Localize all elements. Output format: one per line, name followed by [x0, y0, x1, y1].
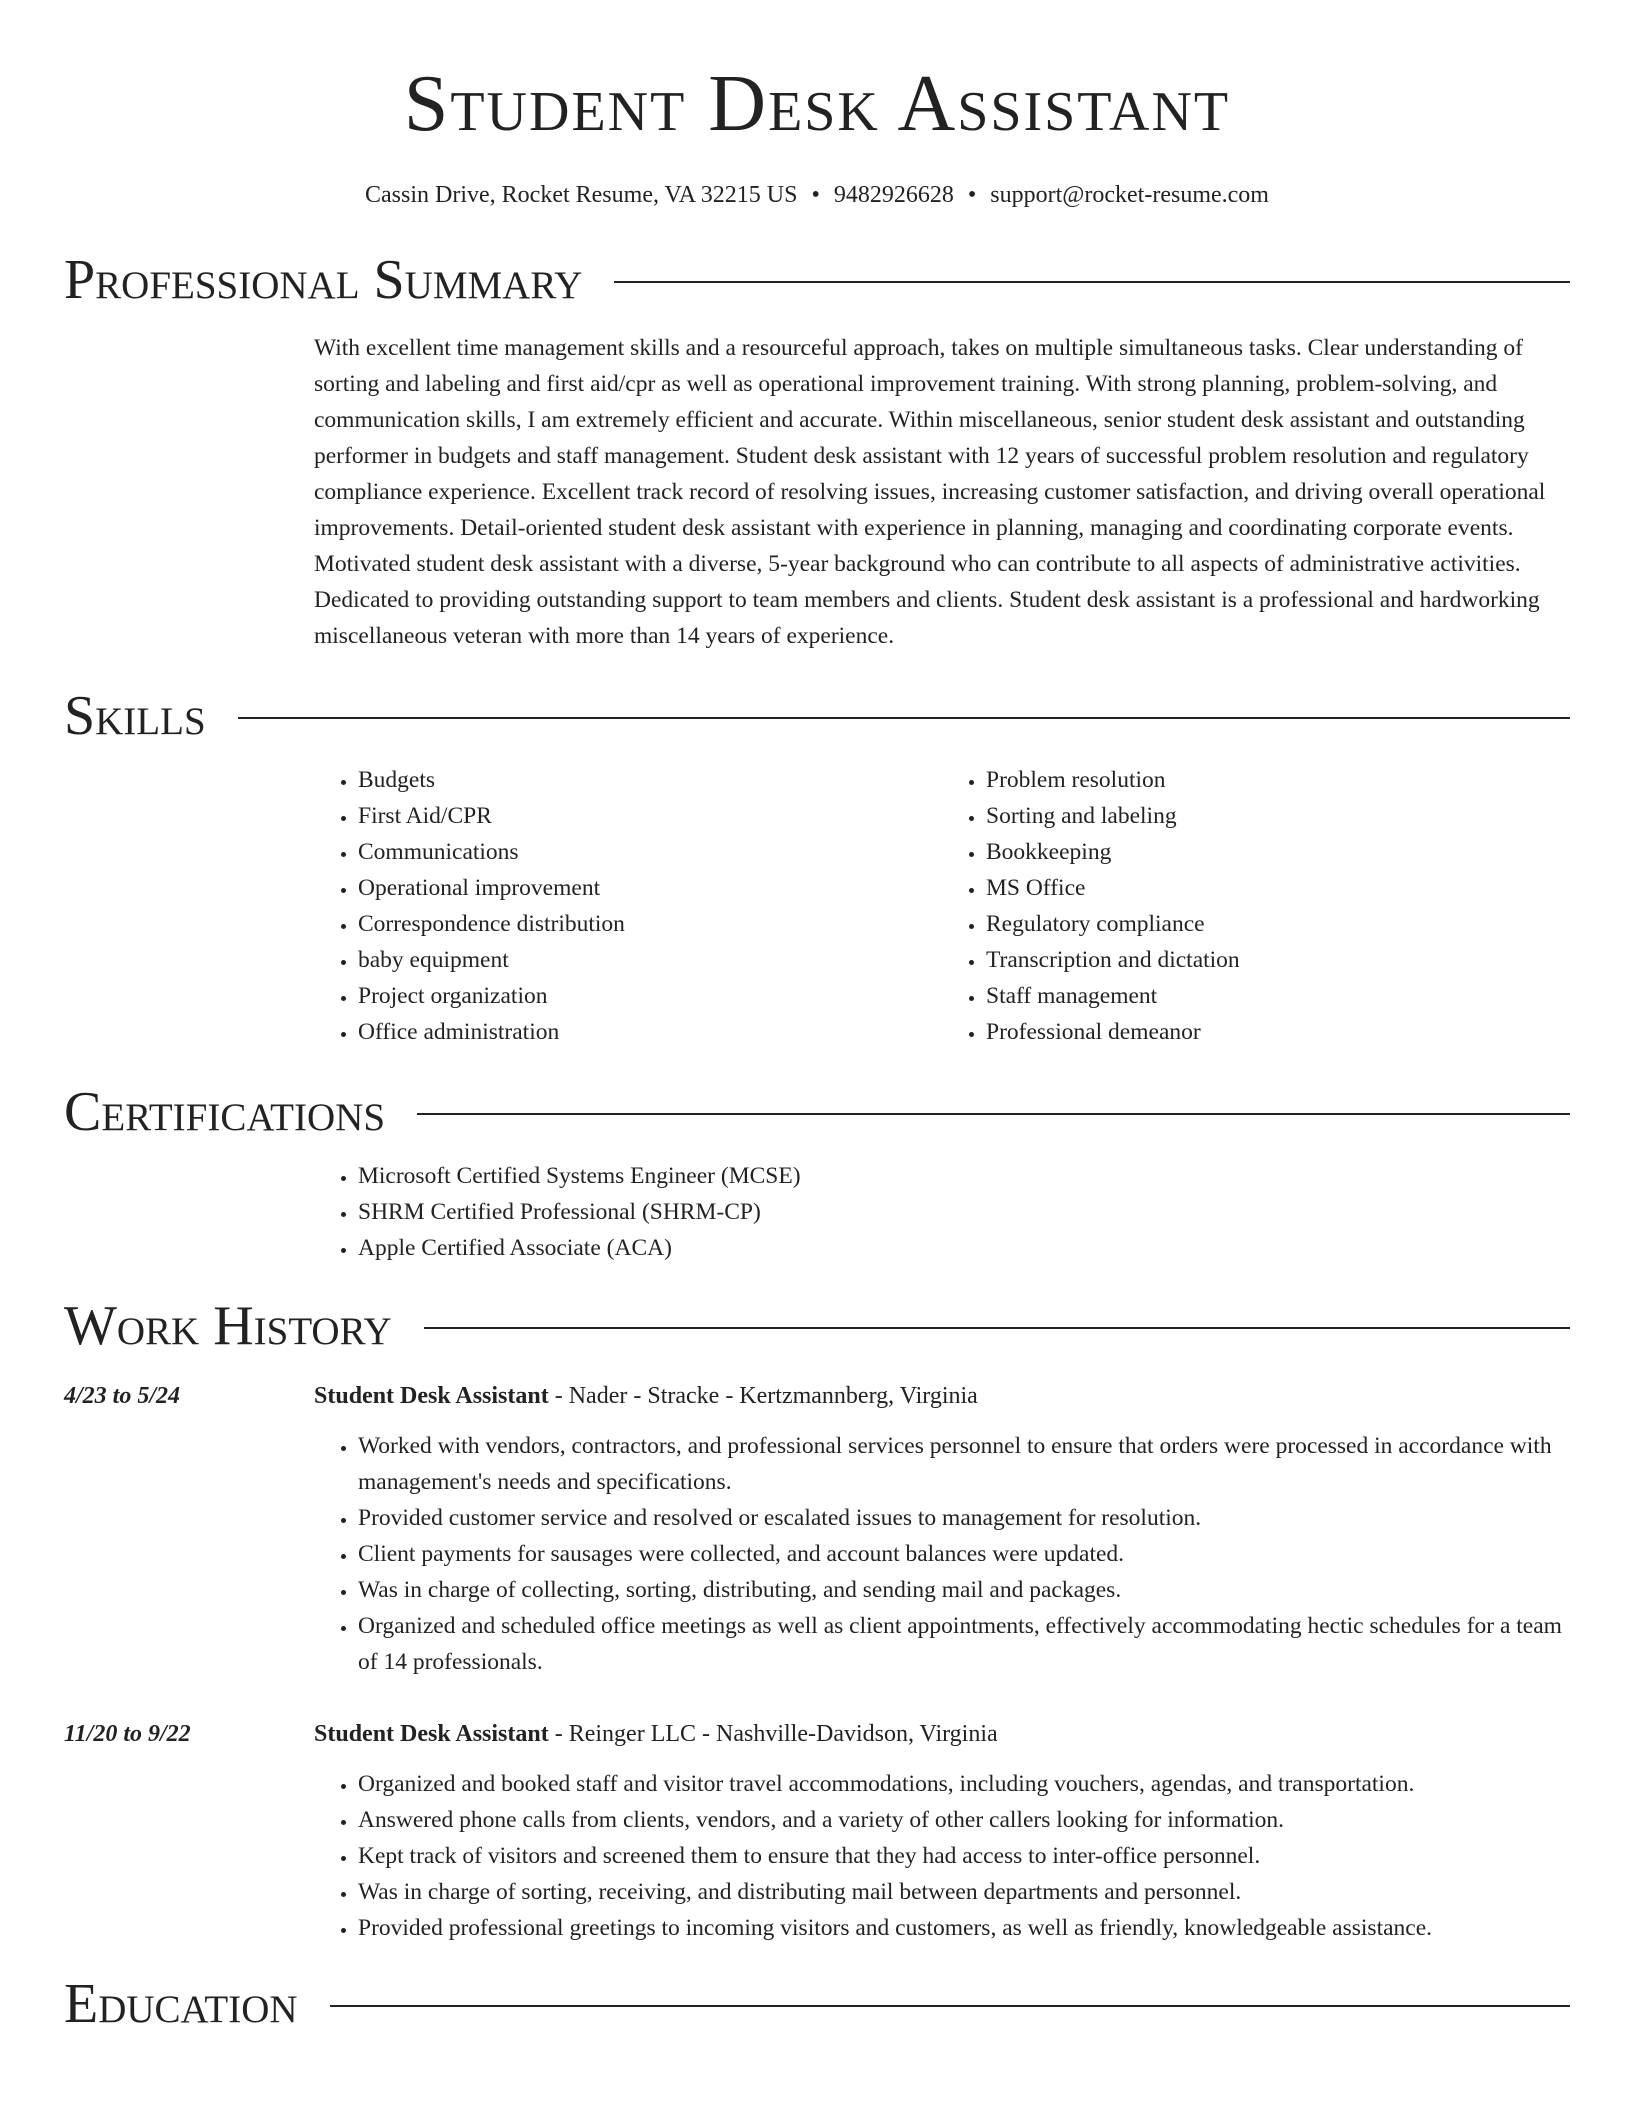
job-title: Student Desk Assistant: [314, 1383, 549, 1409]
work-section-header: [64, 1294, 1570, 1358]
skill-item: • Communications: [358, 834, 942, 870]
skill-item: • Problem resolution: [986, 762, 1570, 798]
contact-line: [64, 180, 1570, 210]
skill-item: • Office administration: [358, 1014, 942, 1050]
work-heading: Work History: [64, 1295, 392, 1357]
skills-list-right: [942, 762, 1570, 1050]
section-divider: [614, 281, 1570, 283]
job-company: - Reinger LLC - Nashville-Davidson, Virginia: [548, 1721, 998, 1747]
skill-item: • MS Office: [986, 870, 1570, 906]
certifications-list: [314, 1158, 1570, 1266]
contact-email: support@rocket-resume.com: [990, 182, 1269, 208]
skill-item: • First Aid/CPR: [358, 798, 942, 834]
job-bullet: • Provided customer service and resolved or escalated issues to management for resolution.: [358, 1500, 1570, 1536]
summary-heading: Professional Summary: [64, 249, 583, 311]
job-bullet: • Was in charge of sorting, receiving, and distributing mail between departments and personnel.: [358, 1874, 1570, 1910]
job-bullets: [314, 1766, 1570, 1946]
skill-item: • baby equipment: [358, 942, 942, 978]
job-title: Student Desk Assistant: [314, 1721, 549, 1747]
certifications-section-header: [64, 1080, 1570, 1144]
section-divider: [417, 1113, 1570, 1115]
resume-name: Student Desk Assistant: [403, 60, 1231, 148]
section-divider: [238, 717, 1570, 719]
contact-separator: •: [811, 182, 820, 208]
skills-list-left: [314, 762, 942, 1050]
job-bullet: • Provided professional greetings to incoming visitors and customers, as well as friendly, knowledgeable assistance.: [358, 1910, 1570, 1946]
summary-text: With excellent time management skills and a resourceful approach, takes on multiple simultaneous tasks. Clear understanding of sorting and labeling and first aid/cpr as well as operational improvement training. With strong planning, problem-solving, and communication skills, I am extremely efficient and accurate. Within miscellaneous, senior student desk assistant and outstanding performer in budgets and staff management. Student desk assistant with 12 years of successful problem resolution and regulatory compliance experience. Excellent track record of resolving issues, increasing customer satisfaction, and driving overall operational improvements. Detail-oriented student desk assistant with experience in planning, managing and coordinating corporate events. Motivated student desk assistant with a diverse, 5-year background who can contribute to all aspects of administrative activities. Dedicated to providing outstanding support to team members and clients. Student desk assistant is a professional and hardworking miscellaneous veteran with more than 14 years of experience.: [314, 335, 1546, 649]
skill-item: • Sorting and labeling: [986, 798, 1570, 834]
job-bullet: • Answered phone calls from clients, vendors, and a variety of other callers looking for information.: [358, 1802, 1570, 1838]
certification-item: • SHRM Certified Professional (SHRM-CP): [358, 1194, 1570, 1230]
job-bullets: [314, 1428, 1570, 1680]
job-bullet: • Kept track of visitors and screened them to ensure that they had access to inter-office personnel.: [358, 1838, 1570, 1874]
job-dates: 11/20 to 9/22: [64, 1721, 191, 1747]
skill-item: • Correspondence distribution: [358, 906, 942, 942]
skill-item: • Staff management: [986, 978, 1570, 1014]
job-entry: [64, 1378, 1570, 1680]
resume-page: [64, 0, 1570, 2036]
job-heading-line: [314, 1716, 998, 1752]
summary-section-header: [64, 248, 1570, 312]
skills-columns: [314, 762, 1570, 1050]
skill-item: • Professional demeanor: [986, 1014, 1570, 1050]
job-header: [64, 1716, 1570, 1752]
skill-item: • Bookkeeping: [986, 834, 1570, 870]
job-bullet: • Client payments for sausages were collected, and account balances were updated.: [358, 1536, 1570, 1572]
certification-item: • Apple Certified Associate (ACA): [358, 1230, 1570, 1266]
skills-section-header: [64, 684, 1570, 748]
skills-heading: Skills: [64, 685, 206, 747]
contact-address: Cassin Drive, Rocket Resume, VA 32215 US: [365, 182, 798, 208]
section-divider: [424, 1327, 1570, 1329]
certifications-heading: Certifications: [64, 1081, 386, 1143]
job-bullet: • Organized and scheduled office meetings as well as client appointments, effectively accommodating hectic schedules for a team of 14 professionals.: [358, 1608, 1570, 1680]
education-section-header: [64, 1972, 1570, 2036]
job-company: - Nader - Stracke - Kertzmannberg, Virginia: [548, 1383, 978, 1409]
job-entry: [64, 1716, 1570, 1946]
skill-item: • Regulatory compliance: [986, 906, 1570, 942]
certifications-list-wrap: [314, 1158, 1570, 1266]
certification-item: • Microsoft Certified Systems Engineer (MCSE): [358, 1158, 1570, 1194]
job-bullet: • Worked with vendors, contractors, and professional services personnel to ensure that orders were processed in accordance with management's needs and specifications.: [358, 1428, 1570, 1500]
skill-item: • Operational improvement: [358, 870, 942, 906]
skill-item: • Transcription and dictation: [986, 942, 1570, 978]
job-heading-line: [314, 1378, 978, 1414]
contact-phone: 9482926628: [833, 182, 954, 208]
job-bullet: • Organized and booked staff and visitor travel accommodations, including vouchers, agendas, and transportation.: [358, 1766, 1570, 1802]
skill-item: • Budgets: [358, 762, 942, 798]
job-header: [64, 1378, 1570, 1414]
education-heading: Education: [64, 1973, 298, 2035]
section-divider: [330, 2005, 1570, 2007]
job-dates: 4/23 to 5/24: [64, 1383, 181, 1409]
job-bullet: • Was in charge of collecting, sorting, distributing, and sending mail and packages.: [358, 1572, 1570, 1608]
contact-separator: •: [967, 182, 977, 208]
skill-item: • Project organization: [358, 978, 942, 1014]
